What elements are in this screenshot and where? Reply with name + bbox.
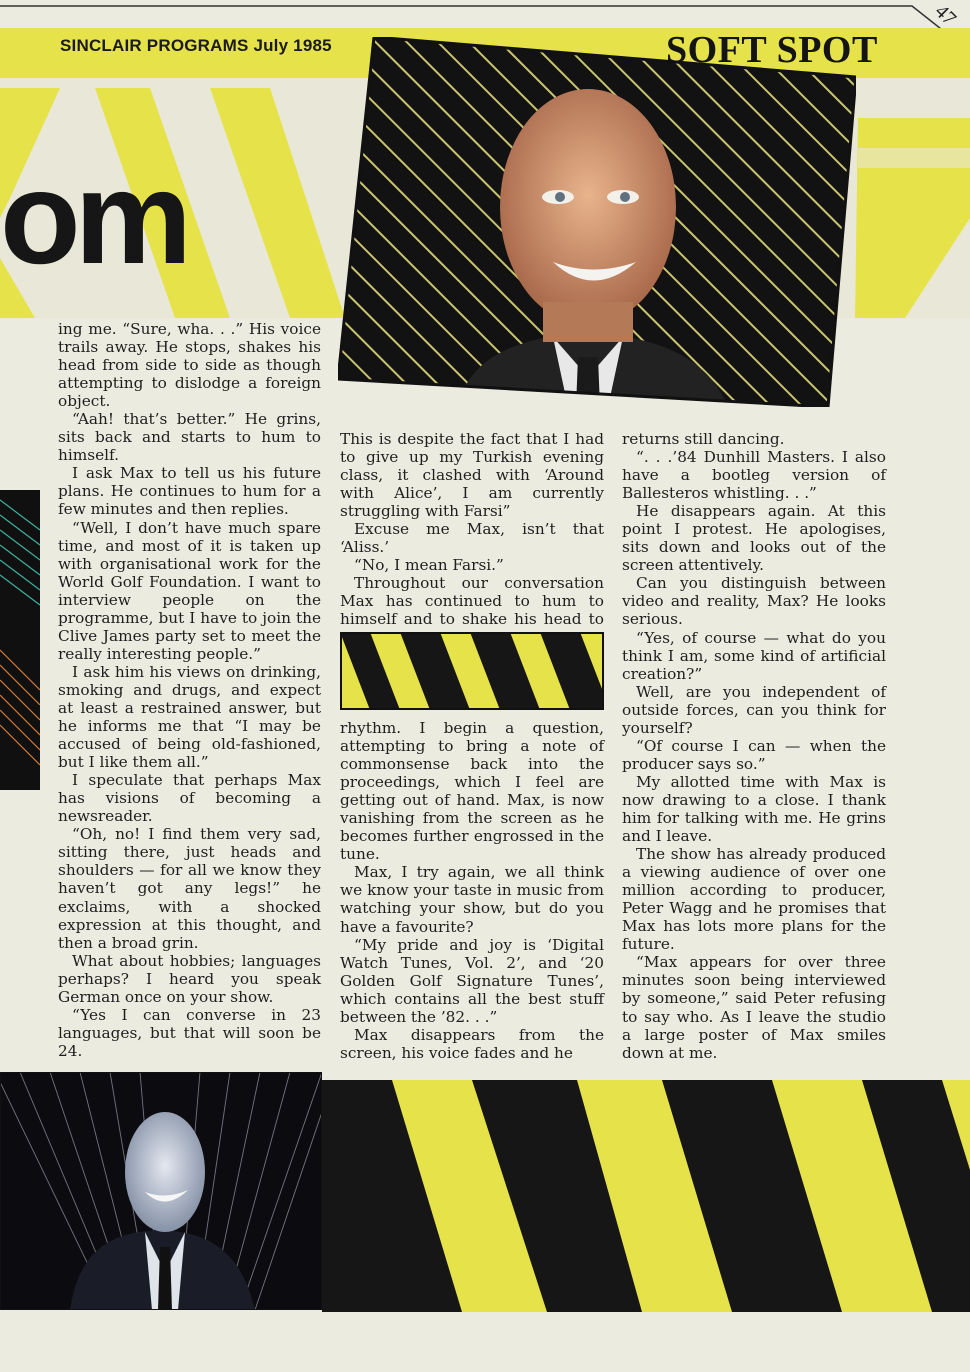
paragraph: I ask Max to tell us his future plans. He continues to hum for a few minutes and then replies. — [58, 464, 321, 519]
paragraph: He disappears again. At this point I protest. He apologises, sits down and looks out of the screen attentively. — [622, 502, 886, 575]
paragraph: “Yes I can converse in 23 languages, but that will soon be 24. — [58, 1005, 321, 1060]
paragraph: Can you distinguish between video and reality, Max? He looks serious. — [622, 574, 886, 629]
paragraph: Max, I try again, we all think we know your taste in music from watching your show, but do you have a favourite? — [340, 863, 604, 936]
paragraph: Throughout our conversation Max has continued to hum to himself and to shake his head to — [340, 574, 604, 629]
photo-max-headroom-suit — [0, 1072, 322, 1310]
paragraph: What about hobbies; languages perhaps? I heard you speak German once on your show. — [58, 951, 321, 1006]
masthead: SINCLAIR PROGRAMS July 1985 — [60, 36, 332, 55]
page-number: 47 — [930, 0, 961, 30]
paragraph: “Oh, no! I find them very sad, sitting there, just heads and shoulders — for all we know they haven’t got any legs!” he exclaims, with a shocked expression at this thought, and then a broad grin. — [58, 825, 321, 952]
headline-fragment: om — [0, 144, 186, 291]
section-title: SOFT SPOT — [666, 29, 878, 71]
article-column-2-top — [340, 430, 604, 647]
paragraph: “Of course I can — when the producer says so.” — [622, 736, 886, 773]
hazard-stripe-box — [340, 632, 604, 710]
paragraph: rhythm. I begin a question, attempting to bring a note of commonsense back into the proceedings, which I feel are getting out of hand. Max, is now vanishing from the screen as he becomes further engrossed in the tune. — [340, 719, 604, 864]
paragraph: ing me. “Sure, wha. . .” His voice trails away. He stops, shakes his head from side to side as though attempting to dislodge a foreign object. — [58, 320, 321, 411]
paragraph: My allotted time with Max is now drawing to a close. I thank him for talking with me. He grins and I leave. — [622, 772, 886, 846]
paragraph: returns still dancing. — [622, 430, 785, 448]
article-column-3 — [622, 430, 886, 1062]
paragraph: Max disappears from the screen, his voice fades and he — [340, 1025, 604, 1062]
paragraph: “Well, I don’t have much spare time, and most of it is taken up with organisational work for the World Golf Foundation. I want to interview people on the programme, but I have to join the Clive James party set to meet the really interesting people.” — [58, 518, 321, 663]
photo-neon-lines-strip — [0, 490, 40, 790]
paragraph: I speculate that perhaps Max has visions of becoming a newsreader. — [58, 771, 321, 826]
photo-max-headroom-portrait — [338, 37, 856, 407]
paragraph: “Aah! that’s better.” He grins, sits back and starts to hum to himself. — [58, 410, 321, 465]
paragraph: “Max appears for over three minutes soon being interviewed by someone,” said Peter refusing to say who. As I leave the studio a large poster of Max smiles down at me. — [622, 953, 886, 1062]
paragraph: “No, I mean Farsi.” — [354, 556, 504, 575]
paragraph: “Yes, of course — what do you think I am, some kind of artificial creation?” — [622, 628, 886, 683]
paragraph: Well, are you independent of outside forces, can you think for yourself? — [622, 682, 886, 737]
article-column-1 — [58, 320, 321, 1060]
paragraph: “. . .’84 Dunhill Masters. I also have a bootleg version of Ballesteros whistling. . .” — [622, 448, 886, 503]
paragraph: Excuse me Max, isn’t that ‘Aliss.’ — [340, 520, 604, 557]
hazard-stripe-bottom — [322, 1080, 970, 1312]
paragraph: This is despite the fact that I had to give up my Turkish evening class, it clashed with ‘Around with Alice’, I am currently struggling with Farsi” — [340, 430, 604, 521]
paragraph: “My pride and joy is ‘Digital Watch Tunes, Vol. 2’, and ‘20 Golden Golf Signature Tunes’, which contains all the best stuff between the ’82. . .” — [340, 935, 604, 1026]
article-column-2-bottom — [340, 719, 604, 1062]
paragraph: The show has already produced a viewing audience of over one million according to producer, Peter Wagg and he promises that Max has lots more plans for the future. — [622, 845, 886, 954]
paragraph: I ask him his views on drinking, smoking and drugs, and expect at least a restrained answer, but he informs me that “I may be accused of being old-fashioned, but I like them all.” — [58, 662, 321, 772]
